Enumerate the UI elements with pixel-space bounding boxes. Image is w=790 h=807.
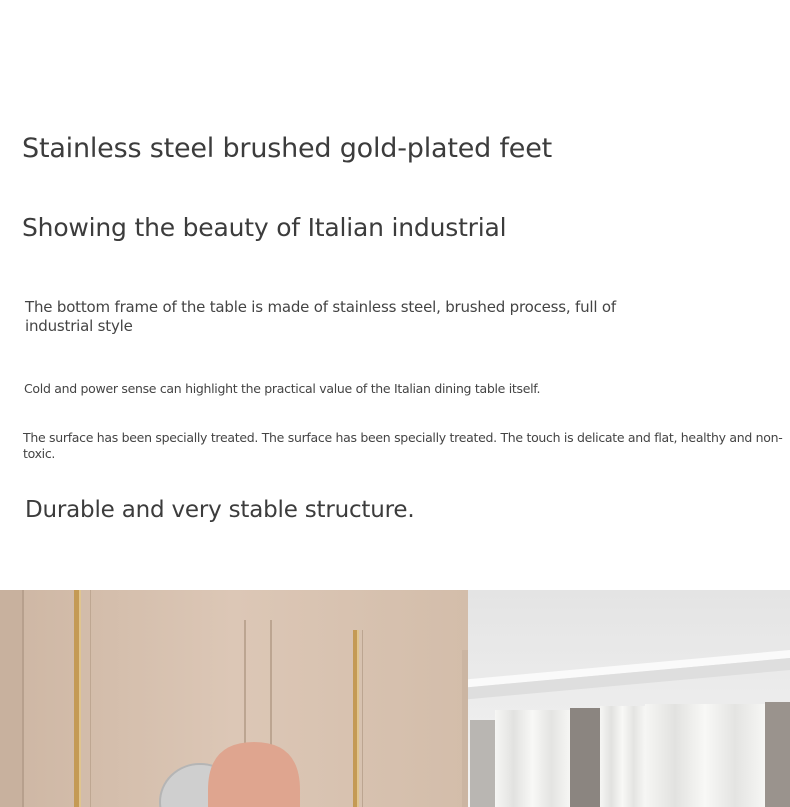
heading-durable-structure: Durable and very stable structure. xyxy=(25,497,415,523)
paragraph-cold-power-sense: Cold and power sense can highlight the practical value of the Italian dining table itself. xyxy=(24,381,541,396)
heading-gold-plated-feet: Stainless steel brushed gold-plated feet xyxy=(22,133,552,164)
heading-italian-industrial: Showing the beauty of Italian industrial xyxy=(22,213,507,242)
paragraph-bottom-frame: The bottom frame of the table is made of stainless steel, brushed process, full of industrial style xyxy=(25,298,616,335)
interior-photo xyxy=(0,590,790,807)
paragraph-surface-treatment: The surface has been specially treated. The surface has been specially treated. The touch is delicate and flat, healthy and non-toxic. xyxy=(23,430,783,461)
